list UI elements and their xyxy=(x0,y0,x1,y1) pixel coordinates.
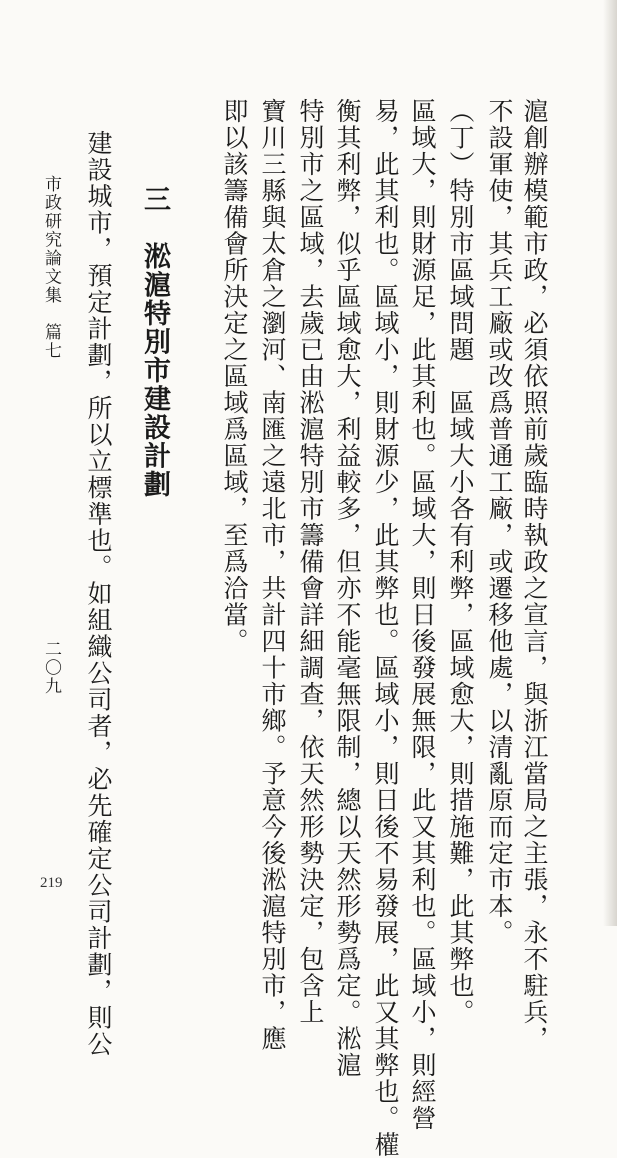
running-title: 市政研究論文集 篇七 xyxy=(41,175,61,360)
text-column-1: 滬創辦模範市政，必須依照前歲臨時執政之宣言，與浙江當局之主張，永不駐兵， xyxy=(520,98,549,1052)
text-column-4: 區域大，則財源足，此其利也。區域大，則日後發展無限，此又其利也。區域小，則經營 xyxy=(408,98,437,1132)
text-column-7: 特別市之區域，去歲已由淞滬特別市籌備會詳細調查，依天然形勢決定，包含上 xyxy=(296,98,325,1026)
text-column-3: （丁）特別市區域問題 區域大小各有利弊，區域愈大，則措施難，此其弊也。 xyxy=(446,98,475,1026)
page-number-chinese: 二〇九 xyxy=(41,640,61,696)
text-column-8: 寶川三縣與太倉之瀏河、南匯之遠北市，共計四十市鄉。予意今後淞滬特別市，應 xyxy=(258,98,287,1052)
section-text-column-1: 建設城市，預定計劃，所以立標準也。如組織公司者，必先確定公司計劃，則公 xyxy=(84,130,113,1058)
text-column-6: 衡其利弊，似乎區域愈大，利益較多，但亦不能毫無限制，總以天然形勢爲定。淞滬 xyxy=(333,98,362,1079)
text-column-5: 易，此其利也。區域小，則財源少，此其弊也。區域小，則日後不易發展，此又其弊也。權 xyxy=(371,98,400,1158)
page-number: 219 xyxy=(40,875,63,891)
section-heading: 三 淞滬特別市建設計劃 xyxy=(139,185,170,499)
page-edge-shadow xyxy=(603,0,617,926)
text-column-9: 即以該籌備會所決定之區域爲區域，至爲洽當。 xyxy=(220,98,249,655)
text-column-2: 不設軍使，其兵工廠或改爲普通工廠，或遷移他處，以清亂原而定市本。 xyxy=(485,98,514,946)
